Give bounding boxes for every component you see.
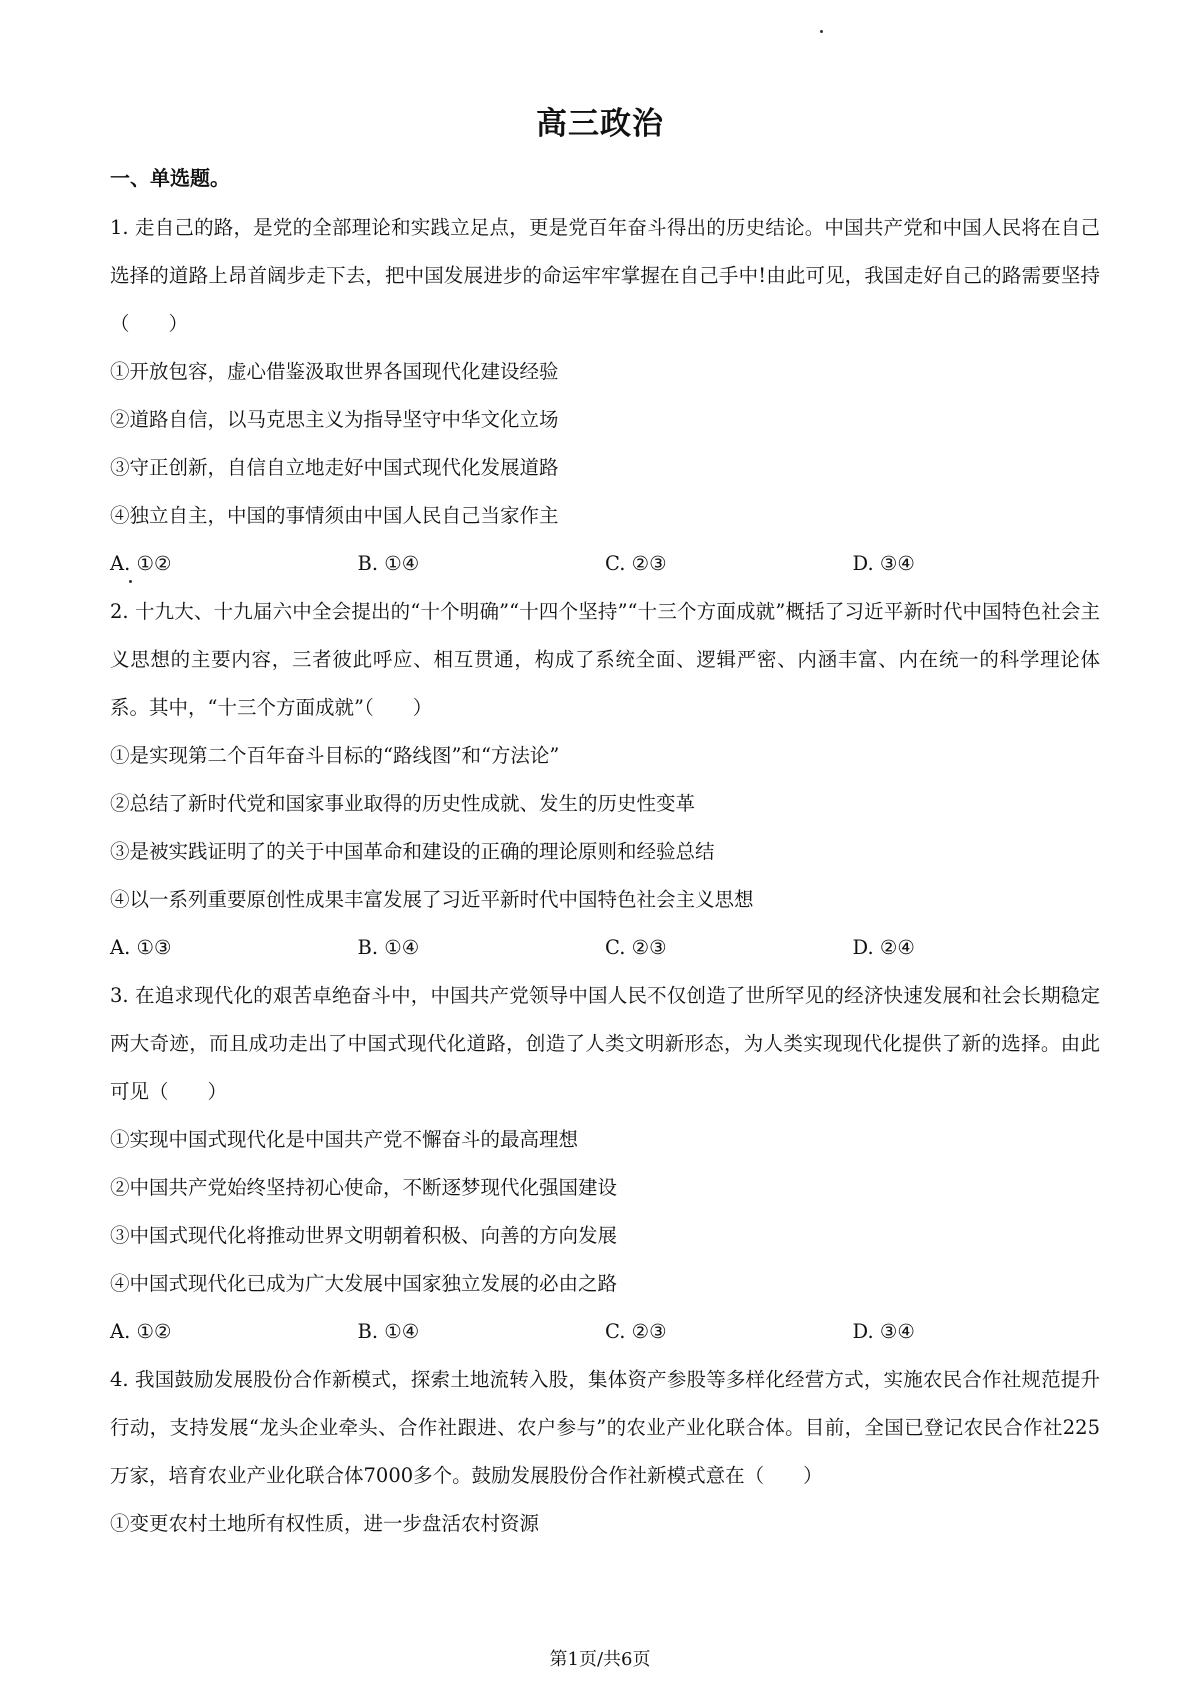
statement-option: ①实现中国式现代化是中国共产党不懈奋斗的最高理想 [110, 1128, 579, 1151]
statement-option: ③中国式现代化将推动世界文明朝着积极、向善的方向发展 [110, 1224, 618, 1247]
scan-dot [820, 30, 823, 33]
page-title: 高三政治 [536, 106, 664, 142]
statement-option: ③守正创新，自信自立地走好中国式现代化发展道路 [110, 456, 559, 479]
answer-choice-c[interactable]: C. ②③ [605, 552, 667, 575]
statement-option: ④中国式现代化已成为广大发展中国家独立发展的必由之路 [110, 1272, 618, 1295]
statement-option: ①是实现第二个百年奋斗目标的“路线图”和“方法论” [110, 744, 560, 767]
answer-choice-a[interactable]: A. ①② [110, 552, 172, 575]
answer-choice-b[interactable]: B. ①④ [357, 552, 420, 575]
question-stem: 2. 十九大、十九届六中全会提出的“十个明确”“十四个坚持”“十三个方面成就”概括了习近平新时代中国特色社会主义思想的主要内容，三者彼此呼应、相互贯通，构成了系统全面、逻辑严密、内涵丰富、内在统一的科学理论体系。其中，“十三个方面成就”（ ） [110, 600, 1100, 719]
question-list [110, 204, 1100, 1548]
statement-option: ④以一系列重要原创性成果丰富发展了习近平新时代中国特色社会主义思想 [110, 888, 754, 911]
statement-option: ②道路自信，以马克思主义为指导坚守中华文化立场 [110, 408, 559, 431]
answer-choice-d[interactable]: D. ③④ [852, 1320, 915, 1343]
answer-choice-d[interactable]: D. ②④ [852, 936, 915, 959]
answer-choice-a[interactable]: A. ①② [110, 1320, 172, 1343]
answer-choice-d[interactable]: D. ③④ [852, 552, 915, 575]
question [110, 588, 1100, 972]
answer-choice-a[interactable]: A. ①③ [110, 936, 172, 959]
answer-choice-b[interactable]: B. ①④ [357, 936, 420, 959]
answer-choices [110, 1308, 1100, 1356]
question-stem: 3. 在追求现代化的艰苦卓绝奋斗中，中国共产党领导中国人民不仅创造了世所罕见的经济快速发展和社会长期稳定两大奇迹，而且成功走出了中国式现代化道路，创造了人类文明新形态，为人类实现现代化提供了新的选择。由此可见（ ） [110, 984, 1100, 1103]
page-number: 第1页/共6页 [549, 1649, 651, 1670]
question [110, 1356, 1100, 1548]
statement-option: ①开放包容，虚心借鉴汲取世界各国现代化建设经验 [110, 360, 559, 383]
answer-choice-b[interactable]: B. ①④ [357, 1320, 420, 1343]
question-stem: 4. 我国鼓励发展股份合作新模式，探索土地流转入股，集体资产参股等多样化经营方式，实施农民合作社规范提升行动，支持发展“龙头企业牵头、合作社跟进、农户参与”的农业产业化联合体。目前，全国已登记农民合作社225万家，培育农业产业化联合体7000多个。鼓励发展股份合作社新模式意在（ ） [110, 1368, 1100, 1487]
section-heading: 一、单选题。 [110, 166, 230, 190]
question [110, 204, 1100, 588]
statement-option: ③是被实践证明了的关于中国革命和建设的正确的理论原则和经验总结 [110, 840, 715, 863]
answer-choice-c[interactable]: C. ②③ [605, 1320, 667, 1343]
statement-option: ②中国共产党始终坚持初心使命，不断逐梦现代化强国建设 [110, 1176, 618, 1199]
statement-option: ④独立自主，中国的事情须由中国人民自己当家作主 [110, 504, 559, 527]
answer-choices [110, 540, 1100, 588]
answer-choice-c[interactable]: C. ②③ [605, 936, 667, 959]
question [110, 972, 1100, 1356]
question-stem: 1. 走自己的路，是党的全部理论和实践立足点，更是党百年奋斗得出的历史结论。中国共产党和中国人民将在自己选择的道路上昂首阔步走下去，把中国发展进步的命运牢牢掌握在自己手中!由此可见，我国走好自己的路需要坚持（ ） [110, 216, 1100, 335]
statement-option: ②总结了新时代党和国家事业取得的历史性成就、发生的历史性变革 [110, 792, 696, 815]
answer-choices [110, 924, 1100, 972]
statement-option: ①变更农村土地所有权性质，进一步盘活农村资源 [110, 1512, 540, 1535]
